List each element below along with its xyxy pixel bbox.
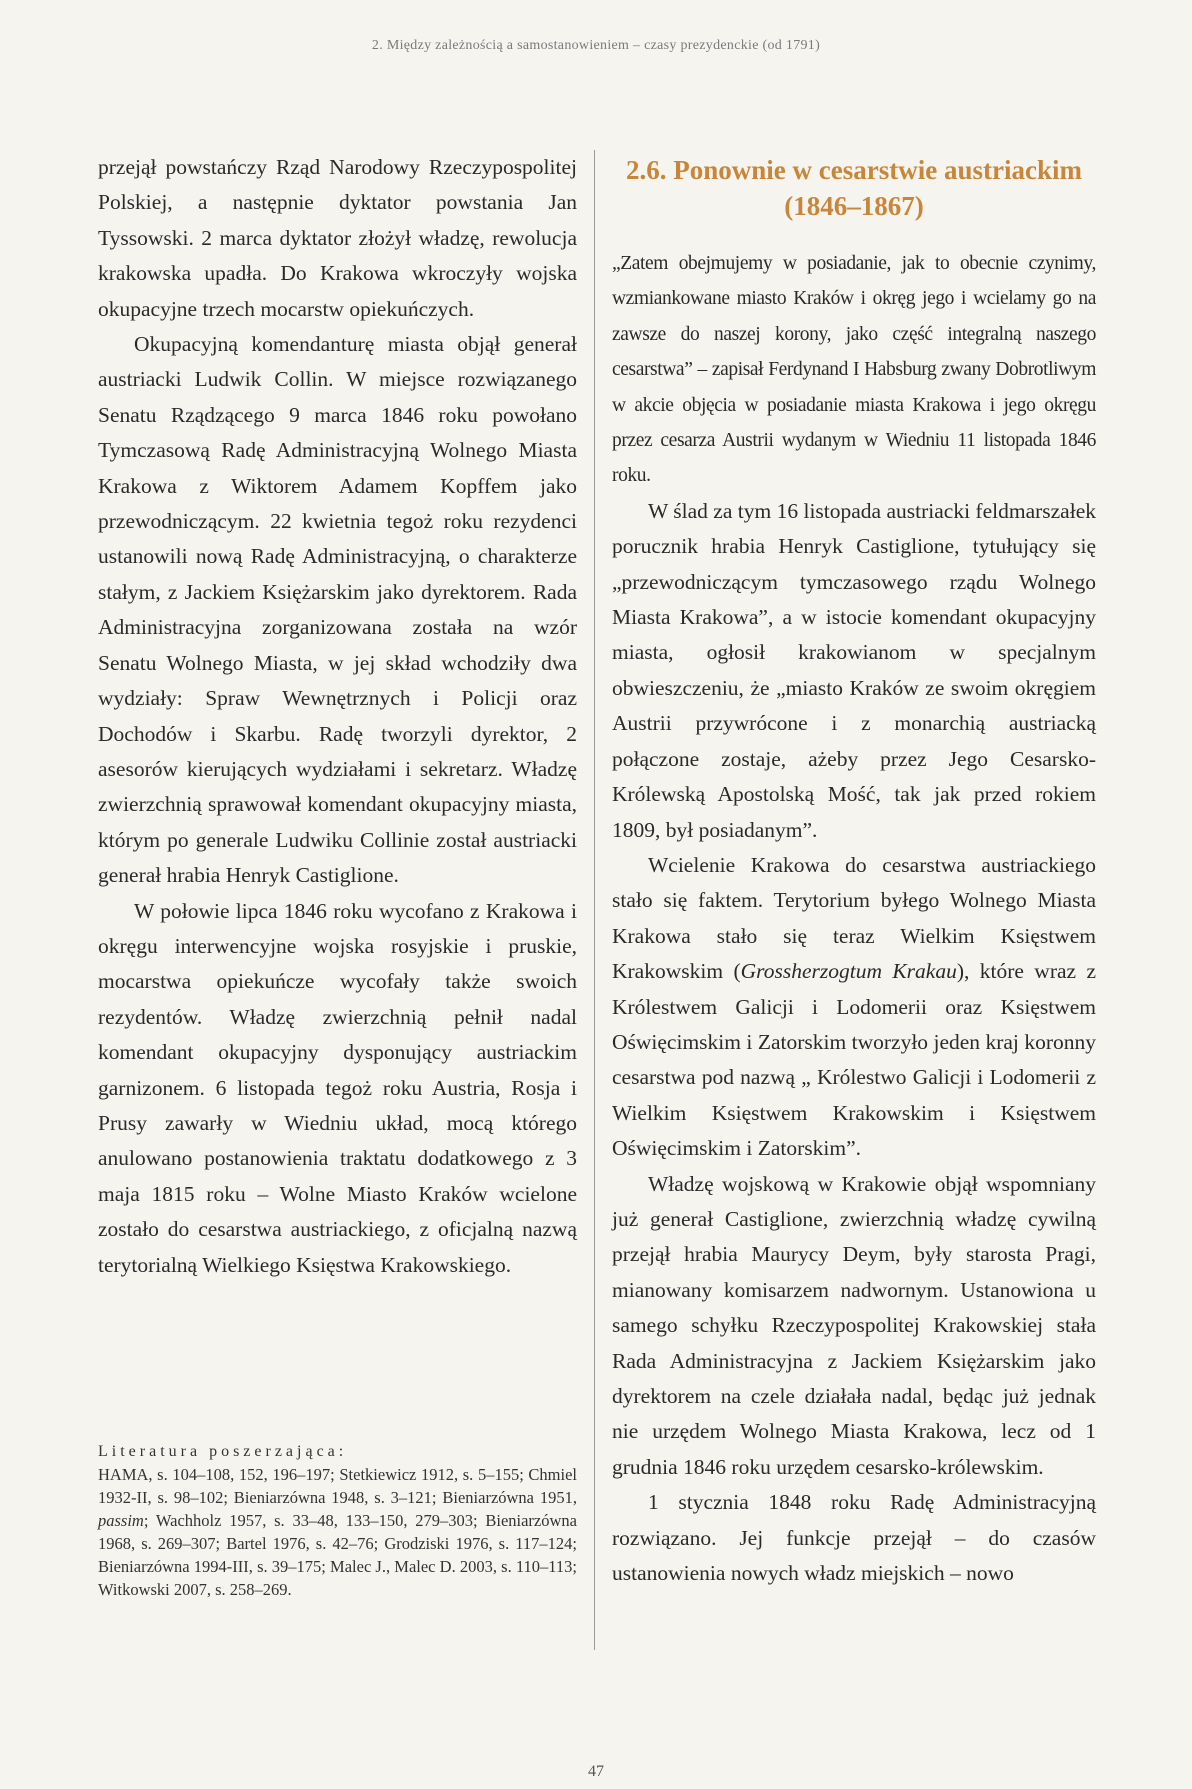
section-title: 2.6. Ponownie w cesarstwie austriackim (1846–1867) bbox=[626, 155, 1082, 221]
opening-quote: „Zatem obejmujemy w posiadanie, jak to obecnie czynimy, wzmiankowane miasto Kraków i okręg jego i wcielamy go na zawsze do naszej korony, jako część integralną naszego cesarstwa” – zapisał Ferdynand I Habsburg zwany Dobrotliwym w akcie objęcia w posiadanie miasta Krakowa i jego okręgu przez cesarza Austrii wydanym w Wiedniu 11 listopada 1846 roku. bbox=[612, 253, 1096, 487]
bibliography-text-1: HAMA, s. 104–108, 152, 196–197; Stetkiewicz 1912, s. 5–155; Chmiel 1932-II, s. 98–102; Bieniarzówna 1948, s. 3–121; Bieniarzówna 1951, bbox=[98, 1465, 577, 1507]
running-header: 2. Między zależnością a samostanowieniem – czasy prezydenckie (od 1791) bbox=[371, 38, 821, 53]
right-paragraph-3-part-2: ), które wraz z Królestwem Galicji i Lodomerii oraz Księstwem Oświęcimskim i Zatorskim tworzyło jeden kraj koronny cesarstwa pod nazwą „ Królestwo Galicji i Lodomerii z Wielkim Księstwem Krakowskim i Księstwem Oświęcimskim i Zatorskim”. bbox=[612, 959, 1096, 1161]
right-paragraph-5: 1 stycznia 1848 roku Radę Administracyjną rozwiązano. Jej funkcje przejął – do czasów ustanowienia nowych władz miejskich – nowo bbox=[612, 1490, 1096, 1586]
right-paragraph-3-italic: Grossherzogtum Krakau bbox=[740, 959, 957, 984]
left-paragraph-1: przejął powstańczy Rząd Narodowy Rzeczypospolitej Polskiej, a następnie dyktator powstania Jan Tyssowski. 2 marca dyktator złożył władzę, rewolucja krakowska upadła. Do Krakowa wkroczyły wojska okupacyjne trzech mocarstw opiekuńczych. bbox=[98, 155, 577, 321]
right-column bbox=[612, 152, 1096, 1591]
bibliography-heading: Literatura poszerzająca: bbox=[98, 1443, 348, 1460]
bibliography bbox=[98, 1440, 577, 1601]
bibliography-text-2: ; Wachholz 1957, s. 33–48, 133–150, 279–303; Bieniarzówna 1968, s. 269–307; Bartel 1976, s. 42–76; Grodziski 1976, s. 117–124; Bieniarzówna 1994-III, s. 39–175; Malec J., Malec D. 2003, s. 110–113; Witkowski 2007, s. 258–269. bbox=[98, 1511, 577, 1599]
bibliography-passim: passim bbox=[98, 1511, 144, 1530]
right-paragraph-2: W ślad za tym 16 listopada austriacki feldmarszałek porucznik hrabia Henryk Castiglione, tytułujący się „przewodniczącym tymczasowego rządu Wolnego Miasta Krakowa”, a w istocie komendant okupacyjny miasta, ogłosił krakowianom w specjalnym obwieszczeniu, że „miasto Kraków ze swoim okręgiem Austrii przywrócone i z monarchią austriacką połączone zostaje, ażeby przez Jego Cesarsko-Królewską Apostolską Mość, tak jak przed rokiem 1809, był posiadanym”. bbox=[612, 498, 1096, 842]
right-paragraph-3-part-1: Wcielenie Krakowa do cesarstwa austriackiego stało się faktem. Terytorium byłego Wolnego Miasta Krakowa stało się teraz Wielkim Księstwem Krakowskim ( bbox=[612, 852, 1096, 984]
left-column bbox=[98, 150, 577, 1283]
page-number: 47 bbox=[588, 1763, 604, 1780]
left-paragraph-2: Okupacyjną komendanturę miasta objął generał austriacki Ludwik Collin. W miejsce rozwiązanego Senatu Rządzącego 9 marca 1846 roku powołano Tymczasową Radę Administracyjną Wolnego Miasta Krakowa z Wiktorem Adamem Kopffem jako przewodniczącym. 22 kwietnia tegoż roku rezydenci ustanowili nową Radę Administracyjną, o charakterze stałym, z Jackiem Księżarskim jako dyrektorem. Rada Administracyjna zorganizowana została na wzór Senatu Wolnego Miasta, w jej skład wchodziły dwa wydziały: Spraw Wewnętrznych i Policji oraz Dochodów i Skarbu. Radę tworzyli dyrektor, 2 asesorów kierujących wydziałami i sekretarz. Władzę zwierzchnią sprawował komendant okupacyjny miasta, którym po generale Ludwiku Collinie został austriacki generał hrabia Henryk Castiglione. bbox=[98, 332, 577, 888]
right-paragraph-3 bbox=[612, 848, 1096, 1167]
column-divider bbox=[594, 150, 595, 1650]
left-paragraph-3: W połowie lipca 1846 roku wycofano z Krakowa i okręgu interwencyjne wojska rosyjskie i pruskie, mocarstwa opiekuńcze wycofały także swoich rezydentów. Władzę zwierzchnią pełnił nadal komendant okupacyjny dysponujący austriackim garnizonem. 6 listopada tegoż roku Austria, Rosja i Prusy zawarły w Wiedniu układ, mocą którego anulowano postanowienia traktatu dodatkowego z 3 maja 1815 roku – Wolne Miasto Kraków wcielone zostało do cesarstwa austriackiego, z oficjalną nazwą terytorialną Wielkiego Księstwa Krakowskiego. bbox=[98, 898, 577, 1277]
right-paragraph-4: Władzę wojskową w Krakowie objął wspomniany już generał Castiglione, zwierzchnią władzę cywilną przejął hrabia Maurycy Deym, były starosta Pragi, mianowany komisarzem nadwornym. Ustanowiona u samego schyłku Rzeczypospolitej Krakowskiej stała Rada Administracyjna z Jackiem Księżarskim jako dyrektorem na czele działała nadal, będąc już jednak nie urzędem Wolnego Miasta Krakowa, lecz od 1 grudnia 1846 roku urzędem cesarsko-królewskim. bbox=[612, 1171, 1096, 1479]
